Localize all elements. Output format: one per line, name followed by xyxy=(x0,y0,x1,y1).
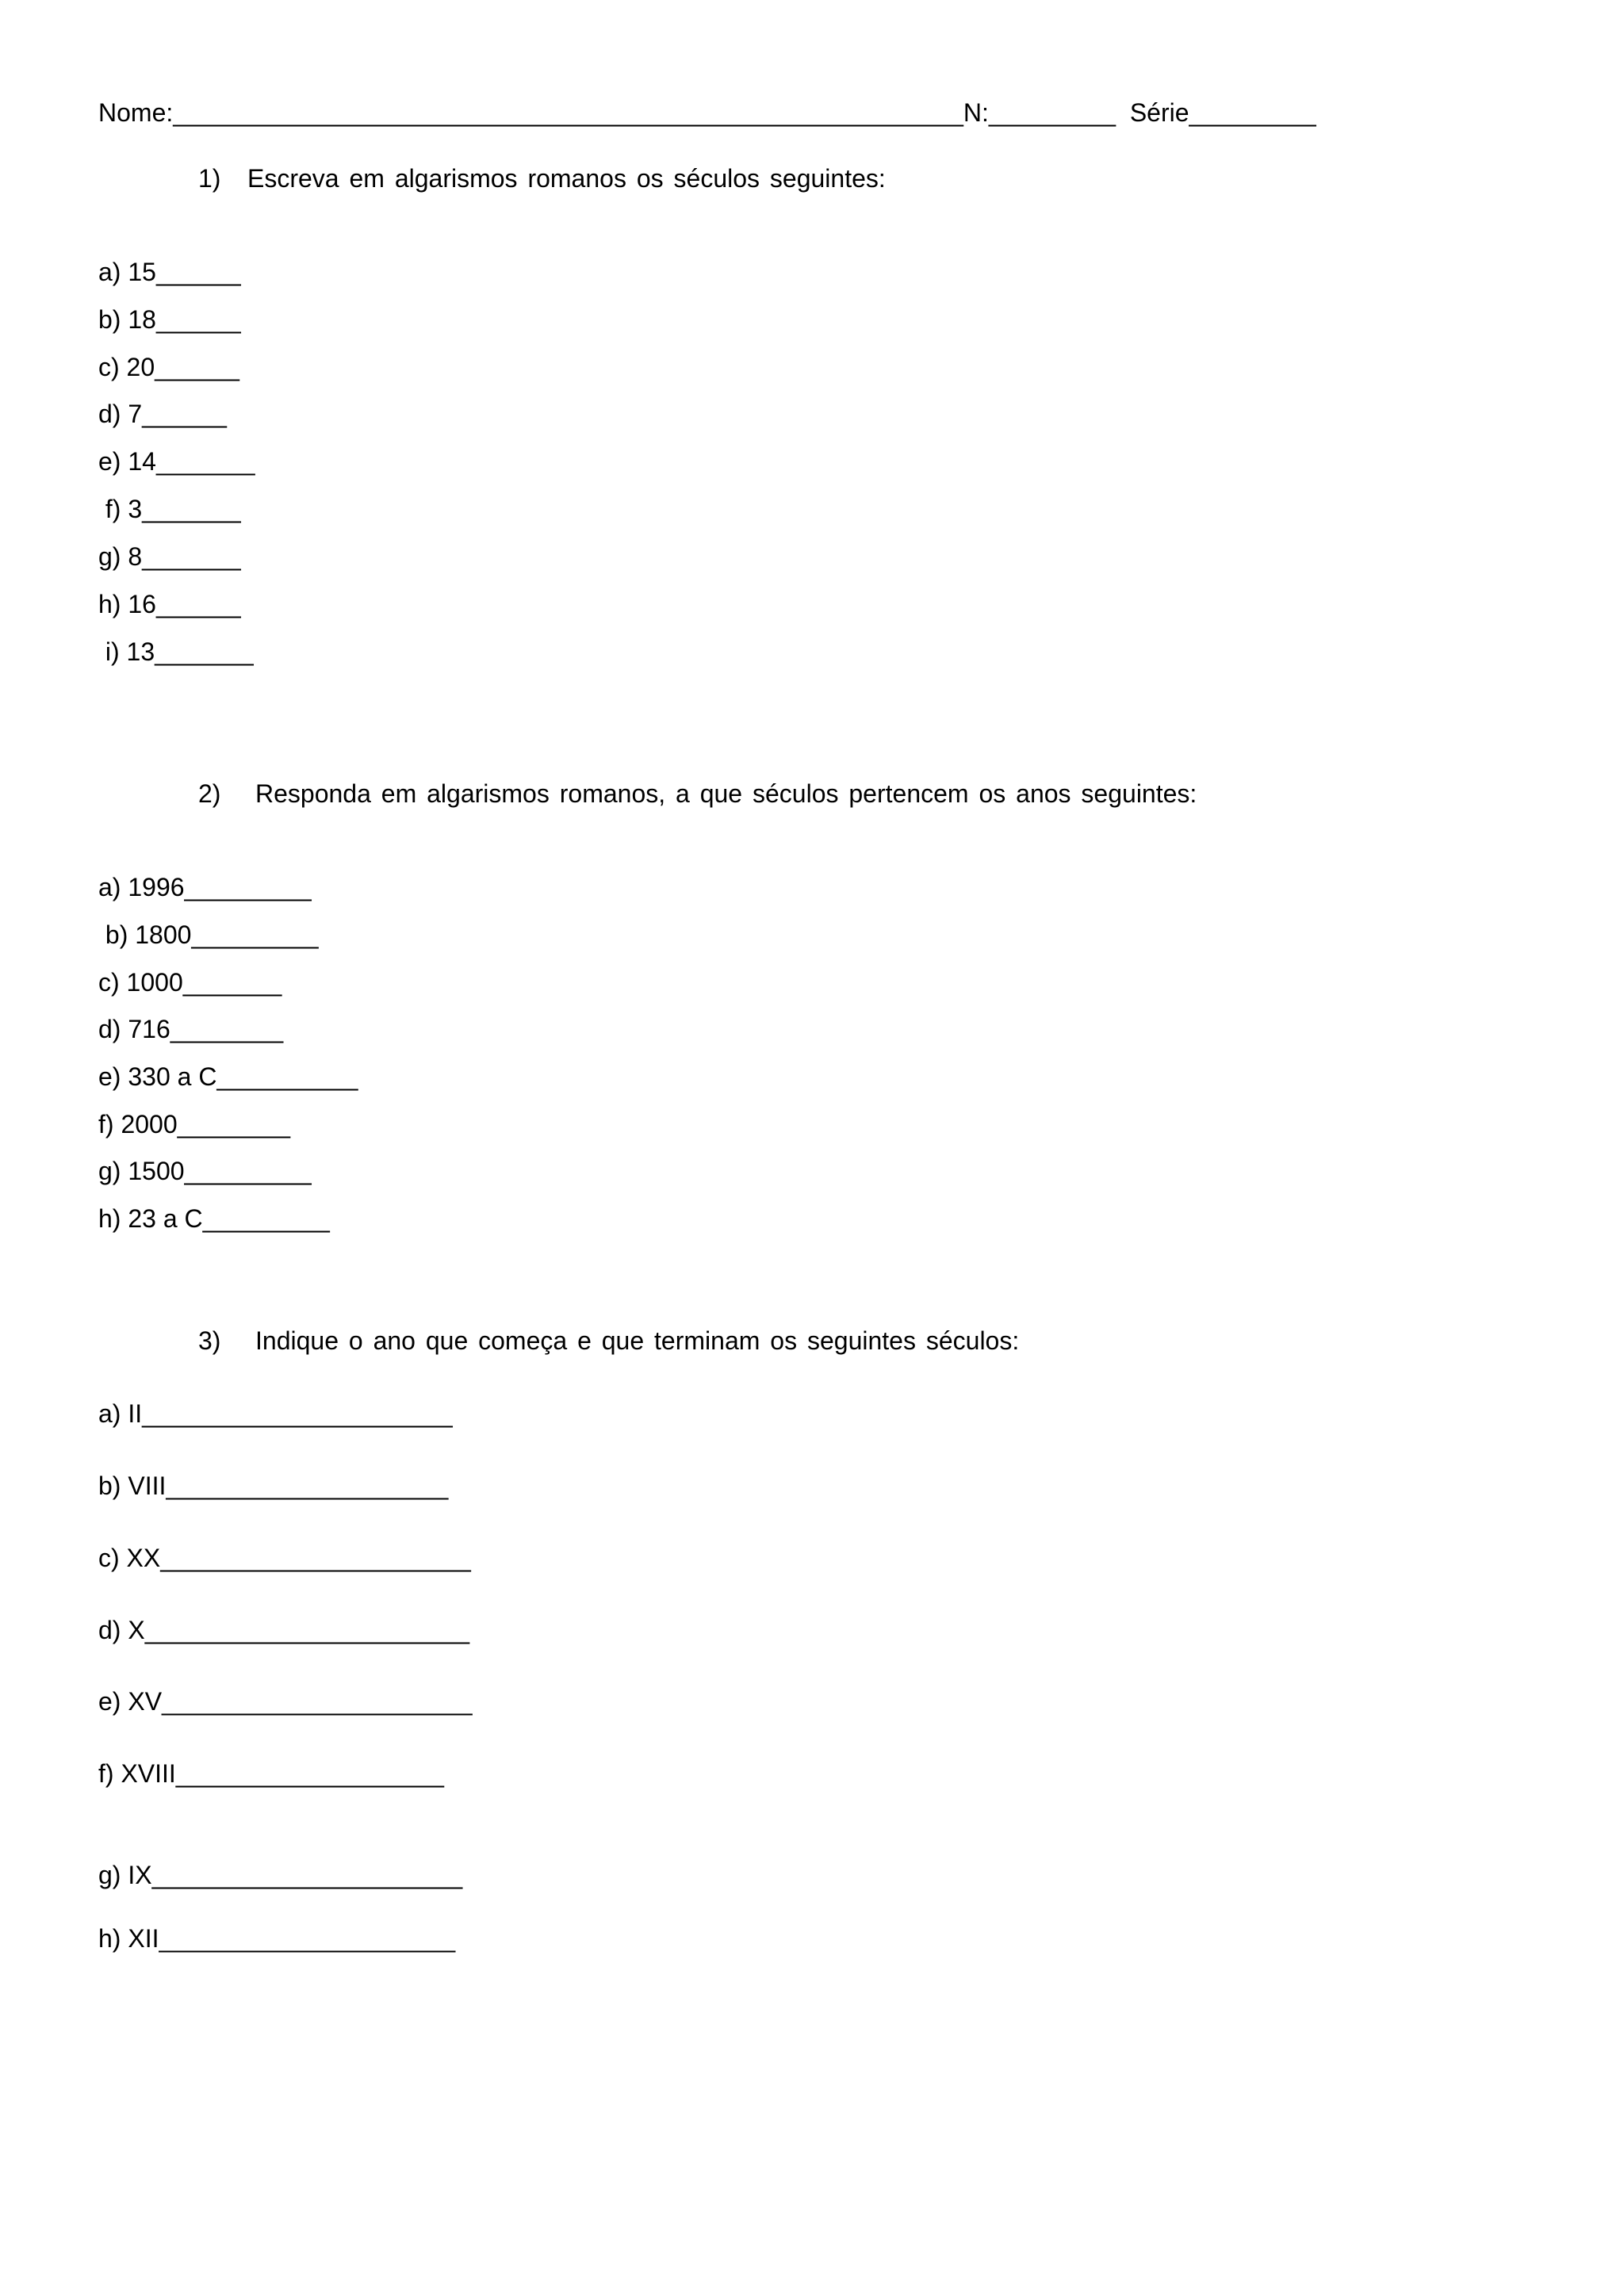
q1-item-e: e) 14_______ xyxy=(98,447,255,476)
name-number-grade-line: Nome:________________________________________________________N:_________ Série_________ xyxy=(98,98,1316,127)
q2-item-b: b) 1800_________ xyxy=(98,920,319,949)
q3-item-f: f) XVIII___________________ xyxy=(98,1759,444,1788)
q3-item-e: e) XV______________________ xyxy=(98,1687,473,1716)
q3-item-c: c) XX______________________ xyxy=(98,1544,471,1572)
q3-item-a: a) II______________________ xyxy=(98,1399,453,1428)
q1-item-f: f) 3_______ xyxy=(98,495,241,523)
q2-item-f: f) 2000________ xyxy=(98,1110,290,1138)
question-3-number: 3) xyxy=(198,1326,221,1355)
q1-item-d: d) 7______ xyxy=(98,400,227,428)
q1-item-a: a) 15______ xyxy=(98,258,241,286)
q2-item-g: g) 1500_________ xyxy=(98,1157,312,1185)
q2-item-h: h) 23 a C_________ xyxy=(98,1204,330,1233)
q3-item-b: b) VIII____________________ xyxy=(98,1471,449,1500)
question-1-number: 1) xyxy=(198,164,221,193)
question-2-title: Responda em algarismos romanos, a que séculos pertencem os anos seguintes: xyxy=(255,779,1197,808)
question-2-number: 2) xyxy=(198,779,221,808)
q3-item-g: g) IX______________________ xyxy=(98,1861,463,1889)
q1-item-b: b) 18______ xyxy=(98,305,241,334)
q2-item-c: c) 1000_______ xyxy=(98,968,282,997)
q1-item-c: c) 20______ xyxy=(98,353,239,381)
q1-item-h: h) 16______ xyxy=(98,590,241,618)
question-3-title: Indique o ano que começa e que terminam os seguintes séculos: xyxy=(255,1326,1020,1355)
q2-item-d: d) 716________ xyxy=(98,1015,284,1043)
question-1-title: Escreva em algarismos romanos os séculos seguintes: xyxy=(247,164,886,193)
q2-item-a: a) 1996_________ xyxy=(98,873,312,901)
q1-item-i: i) 13_______ xyxy=(98,637,254,666)
q2-item-e: e) 330 a C__________ xyxy=(98,1062,358,1091)
q3-item-h: h) XII_____________________ xyxy=(98,1924,456,1953)
q3-item-d: d) X_______________________ xyxy=(98,1616,470,1644)
q1-item-g: g) 8_______ xyxy=(98,542,241,571)
